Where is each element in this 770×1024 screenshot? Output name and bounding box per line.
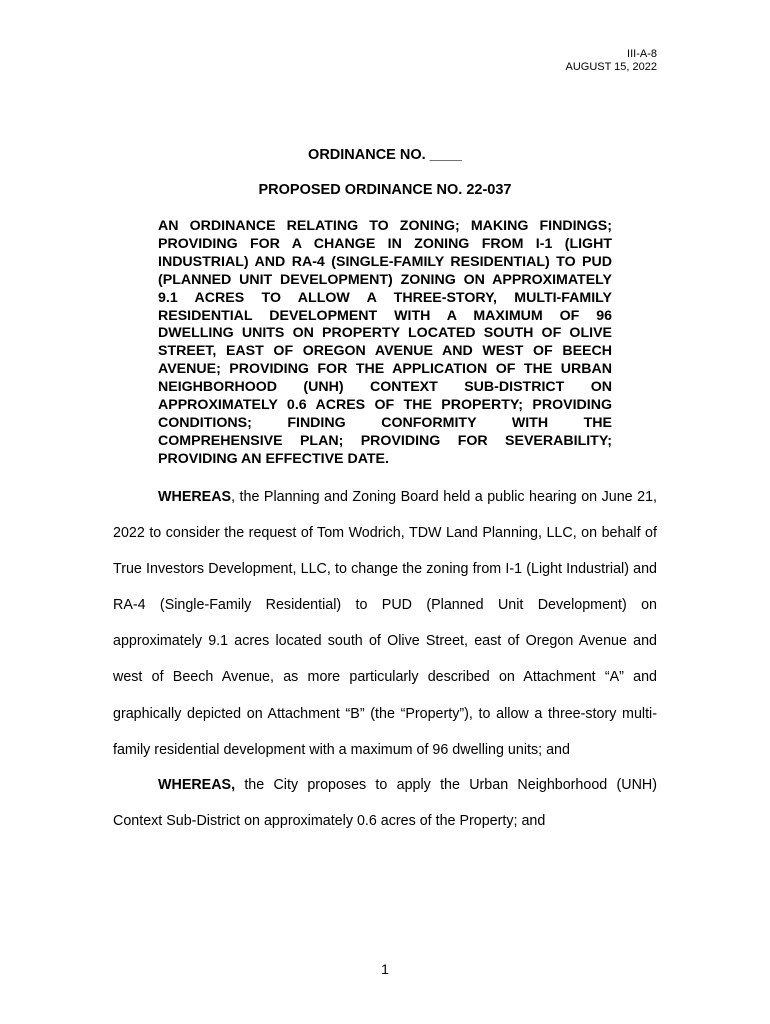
page-number: 1 [381, 961, 389, 977]
document-header [565, 48, 657, 74]
whereas-lead: WHEREAS [158, 489, 232, 505]
document-date: AUGUST 15, 2022 [565, 61, 657, 73]
whereas-paragraph-1 [113, 479, 657, 768]
ordinance-title: AN ORDINANCE RELATING TO ZONING; MAKING FINDINGS; PROVIDING FOR A CHANGE IN ZONING FROM I-1 (LIGHT INDUSTRIAL) AND RA-4 (SINGLE-FAMILY RESIDENTIAL) TO PUD (PLANNED UNIT DEVELOPMENT) ZONING ON APPROXIMATELY 9.1 ACRES TO ALLOW A THREE-STORY, MULTI-FAMILY RESIDENTIAL DEVELOPMENT WITH A MAXIMUM OF 96 DWELLING UNITS ON PROPERTY LOCATED SOUTH OF OLIVE STREET, EAST OF OREGON AVENUE AND WEST OF BEECH AVENUE; PROVIDING FOR THE APPLICATION OF THE URBAN NEIGHBORHOOD (UNH) CONTEXT SUB-DISTRICT ON APPROXIMATELY 0.6 ACRES OF THE PROPERTY; PROVIDING CONDITIONS; FINDING CONFORMITY WITH THE COMPREHENSIVE PLAN; PROVIDING FOR SEVERABILITY; PROVIDING AN EFFECTIVE DATE. [158, 218, 612, 467]
paragraph-text: , the Planning and Zoning Board held a public hearing on June 21, 2022 to consider the request of Tom Wodrich, TDW Land Planning, LLC, on behalf of True Investors Development, LLC, to change the zoning from I-1 (Light Industrial) and RA-4 (Single-Family Residential) to PUD (Planned Unit Development) on approximately 9.1 acres located south of Olive Street, east of Oregon Avenue and west of Beech Avenue, as more particularly described on Attachment “A” and graphically depicted on Attachment “B” (the “Property”), to allow a three-story multi-family residential development with a maximum of 96 dwelling units; and [113, 489, 657, 758]
ordinance-number: ORDINANCE NO. ____ [308, 147, 462, 163]
proposed-ordinance-number: PROPOSED ORDINANCE NO. 22-037 [258, 182, 512, 198]
paragraph-text: the City proposes to apply the Urban Neighborhood (UNH) Context Sub-District on approximately 0.6 acres of the Property; and [113, 777, 657, 830]
whereas-lead: WHEREAS, [158, 777, 236, 793]
document-reference: III-A-8 [627, 48, 657, 60]
whereas-paragraph-2 [113, 767, 657, 839]
